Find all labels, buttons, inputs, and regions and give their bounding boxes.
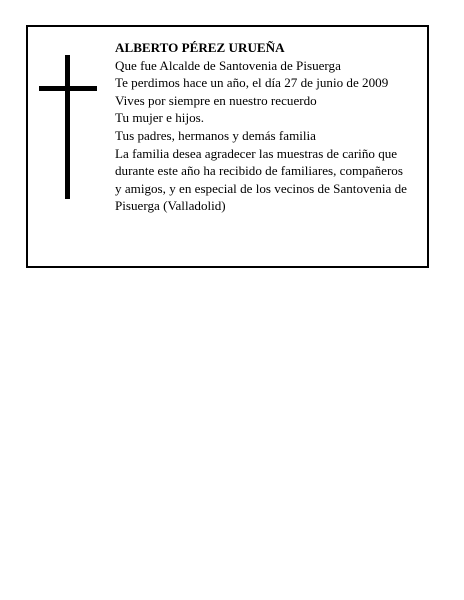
thanks-line-1: La familia desea agradecer las muestras de cariño que bbox=[115, 145, 398, 161]
obituary-notice bbox=[26, 25, 429, 268]
thanks-line-2: durante este año ha recibido de familiares, compañeros bbox=[115, 163, 403, 179]
notice-line-mayor: Que fue Alcalde de Santovenia de Pisuerga bbox=[115, 57, 341, 73]
cross-horizontal-bar bbox=[39, 86, 97, 91]
cross-vertical-bar bbox=[65, 55, 70, 199]
deceased-name: ALBERTO PÉREZ URUEÑA bbox=[115, 40, 285, 55]
notice-line-family: Tus padres, hermanos y demás familia bbox=[115, 127, 316, 143]
cross-icon bbox=[39, 55, 97, 199]
notice-line-date: Te perdimos hace un año, el día 27 de junio de 2009 bbox=[115, 75, 389, 91]
notice-text bbox=[115, 39, 420, 215]
notice-line-wife-children: Tu mujer e hijos. bbox=[115, 110, 204, 126]
notice-line-memory: Vives por siempre en nuestro recuerdo bbox=[115, 92, 317, 108]
thanks-line-3: y amigos, y en especial de los vecinos de Santovenia de bbox=[115, 180, 407, 196]
thanks-line-4: Pisuerga (Valladolid) bbox=[115, 198, 226, 214]
